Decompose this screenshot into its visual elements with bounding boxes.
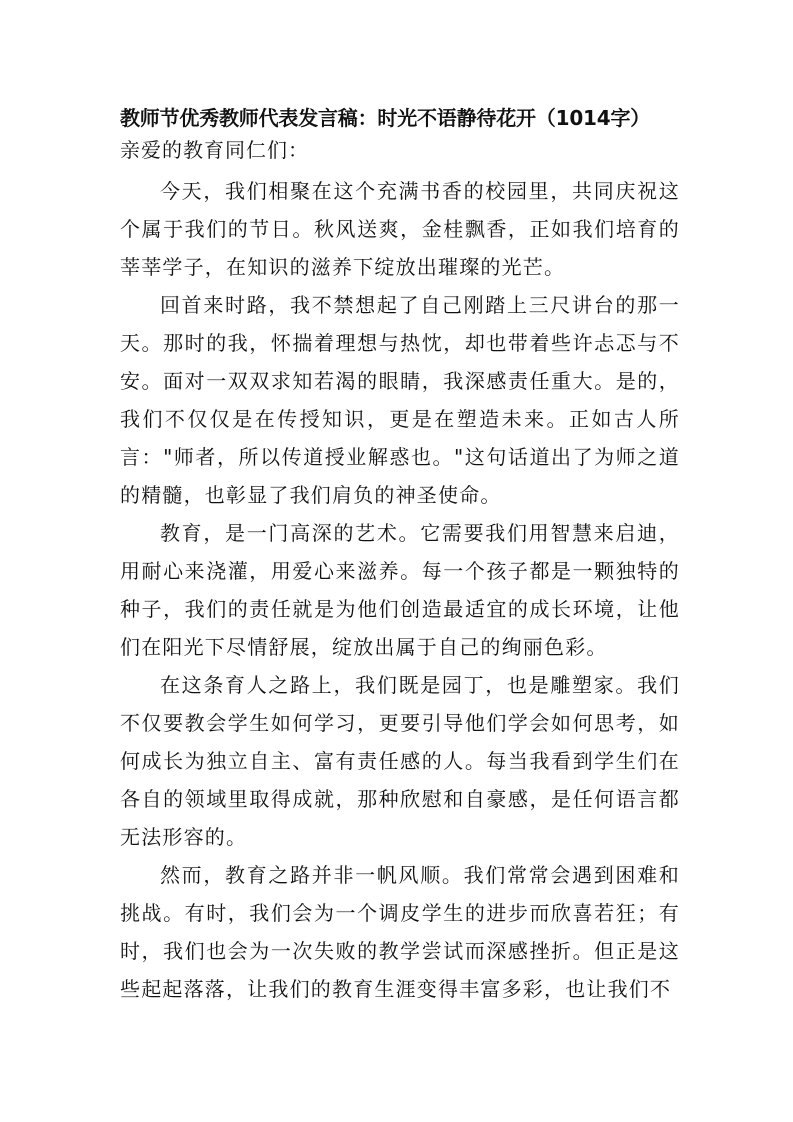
paragraph-2: 回首来时路，我不禁想起了自己刚踏上三尺讲台的那一天。那时的我，怀揣着理想与热忱，却也带着些许忐忑与不安。面对一双双求知若渴的眼睛，我深感责任重大。是的，我们不仅仅是在传授知识，更是在塑造未来。正如古人所言："师者，所以传道授业解惑也。"这句话道出了为师之道的精髓，也彰显了我们肩负的神圣使命。 (120, 293, 680, 507)
document-title: 教师节优秀教师代表发言稿：时光不语静待花开（1014字） (120, 106, 651, 130)
salutation: 亲爱的教育同仁们： (120, 138, 309, 162)
paragraph-4: 在这条育人之路上，我们既是园丁，也是雕塑家。我们不仅要教会学生如何学习，更要引导他们学会如何思考，如何成长为独立自主、富有责任感的人。每当我看到学生们在各自的领域里取得成就，那种欣慰和自豪感，是任何语言都无法形容的。 (120, 673, 680, 849)
paragraph-3: 教育，是一门高深的艺术。它需要我们用智慧来启迪，用耐心来浇灌，用爱心来滋养。每一个孩子都是一颗独特的种子，我们的责任就是为他们创造最适宜的成长环境，让他们在阳光下尽情舒展，绽放出属于自己的绚丽色彩。 (120, 521, 680, 659)
paragraph-5: 然而，教育之路并非一帆风顺。我们常常会遇到困难和挑战。有时，我们会为一个调皮学生的进步而欣喜若狂；有时，我们也会为一次失败的教学尝试而深感挫折。但正是这些起起落落，让我们的教育生涯变得丰富多彩，也让我们不 (120, 863, 680, 1001)
document-page (120, 102, 680, 1008)
paragraph-1: 今天，我们相聚在这个充满书香的校园里，共同庆祝这个属于我们的节日。秋风送爽，金桂飘香，正如我们培育的莘莘学子，在知识的滋养下绽放出璀璨的光芒。 (120, 179, 680, 279)
